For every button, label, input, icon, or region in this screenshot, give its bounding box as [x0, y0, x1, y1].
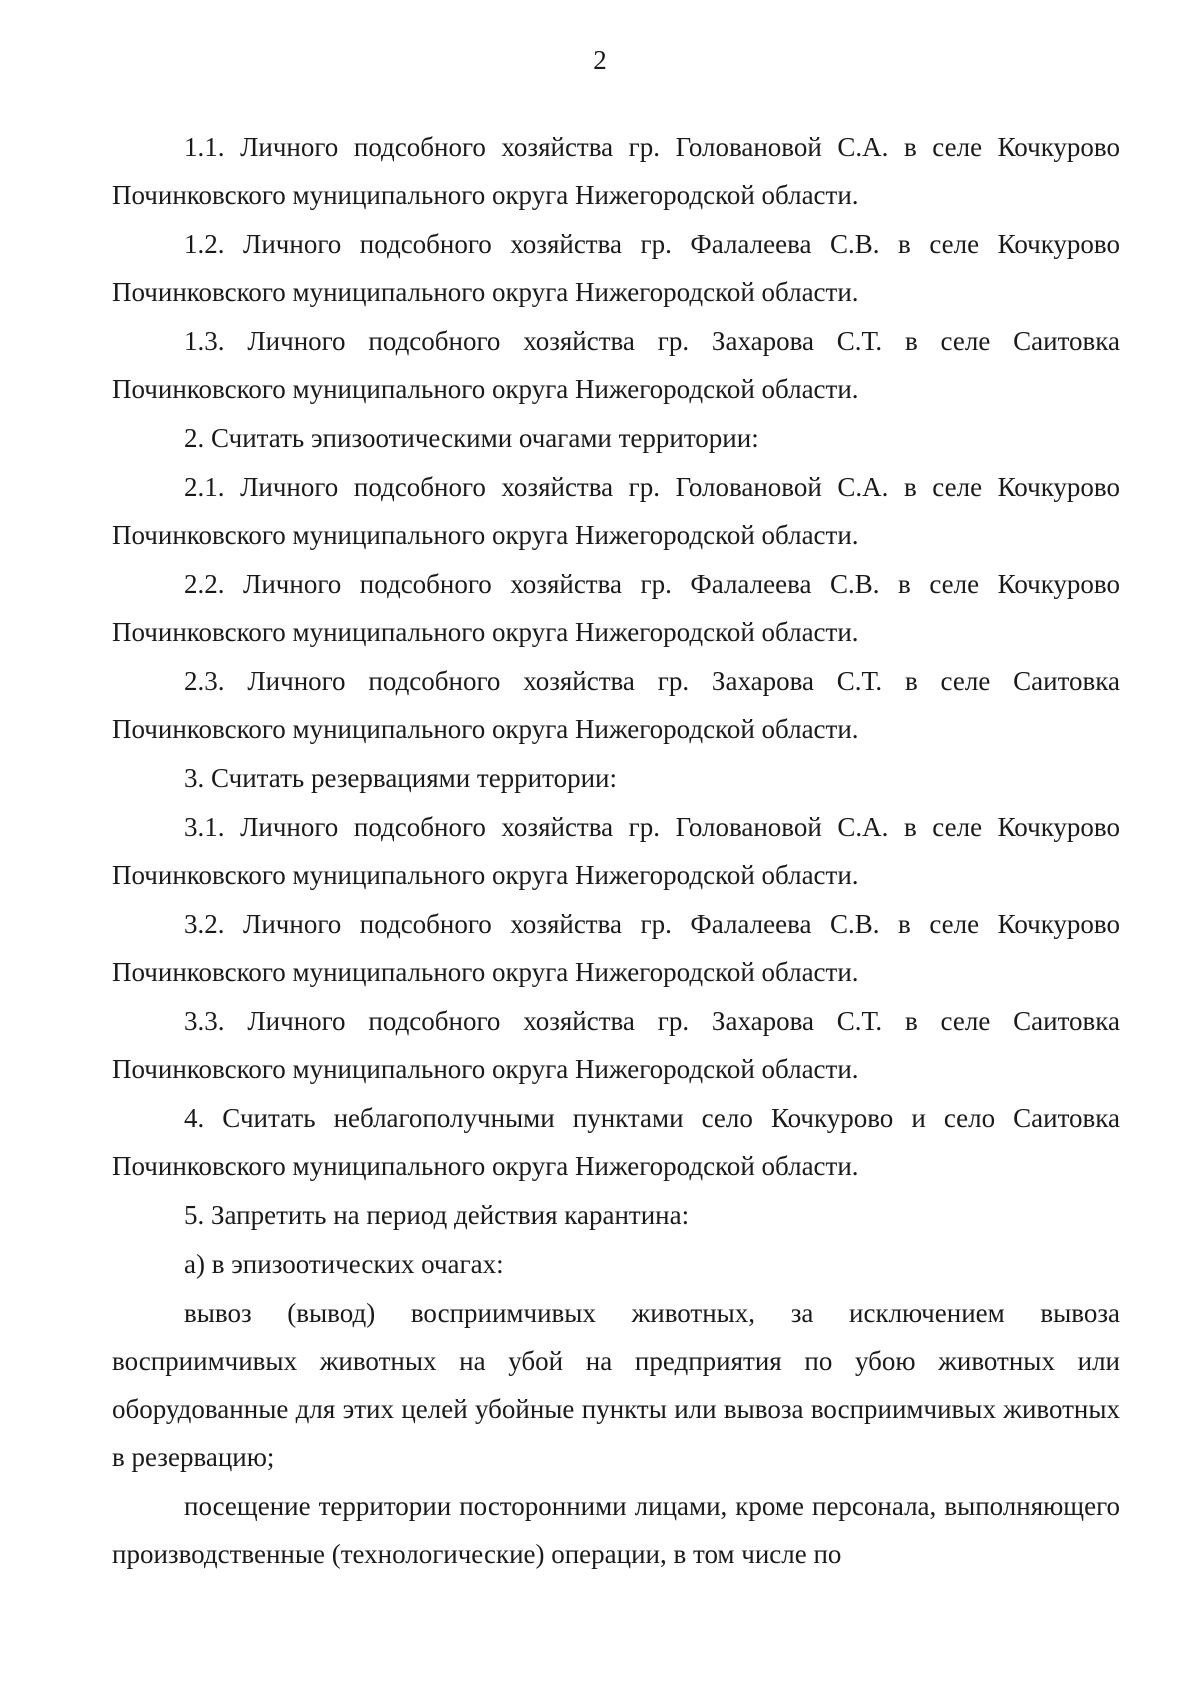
paragraph-3: 3. Считать резервациями территории:	[184, 763, 617, 793]
paragraph-2-2: 2.2. Личного подсобного хозяйства гр. Фалалеева С.В. в селе Кочкурово Починковского муниципального округа Нижегородской области.	[112, 569, 1120, 647]
paragraph-1-3: 1.3. Личного подсобного хозяйства гр. Захарова С.Т. в селе Саитовка Починковского муниципального округа Нижегородской области.	[112, 326, 1120, 404]
paragraph-5: 5. Запретить на период действия карантина:	[184, 1200, 690, 1230]
paragraph-3-1: 3.1. Личного подсобного хозяйства гр. Головановой С.А. в селе Кочкурово Починковского муниципального округа Нижегородской области.	[112, 812, 1120, 890]
document-body	[112, 123, 1120, 1578]
paragraph-2-3: 2.3. Личного подсобного хозяйства гр. Захарова С.Т. в селе Саитовка Починковского муниципального округа Нижегородской области.	[112, 666, 1120, 744]
paragraph-visit-ban: посещение территории посторонними лицами, кроме персонала, выполняющего производственные (технологические) операции, в том числе по	[112, 1491, 1120, 1569]
paragraph-1-2: 1.2. Личного подсобного хозяйства гр. Фалалеева С.В. в селе Кочкурово Починковского муниципального округа Нижегородской области.	[112, 229, 1120, 307]
paragraph-2-1: 2.1. Личного подсобного хозяйства гр. Головановой С.А. в селе Кочкурово Починковского муниципального округа Нижегородской области.	[112, 472, 1120, 550]
paragraph-5a: а) в эпизоотических очагах:	[184, 1249, 504, 1279]
paragraph-2: 2. Считать эпизоотическими очагами территории:	[184, 423, 759, 453]
paragraph-3-3: 3.3. Личного подсобного хозяйства гр. Захарова С.Т. в селе Саитовка Починковского муниципального округа Нижегородской области.	[112, 1006, 1120, 1084]
paragraph-1-1: 1.1. Личного подсобного хозяйства гр. Головановой С.А. в селе Кочкурово Починковского муниципального округа Нижегородской области.	[112, 132, 1120, 210]
page-number: 2	[593, 45, 607, 75]
paragraph-3-2: 3.2. Личного подсобного хозяйства гр. Фалалеева С.В. в селе Кочкурово Починковского муниципального округа Нижегородской области.	[112, 909, 1120, 987]
paragraph-4: 4. Считать неблагополучными пунктами село Кочкурово и село Саитовка Починковского муниципального округа Нижегородской области.	[112, 1103, 1120, 1181]
paragraph-export-ban: вывоз (вывод) восприимчивых животных, за исключением вывоза восприимчивых животных на убой на предприятия по убою животных или оборудованные для этих целей убойные пункты или вывоза восприимчивых животных в резервацию;	[112, 1298, 1120, 1472]
